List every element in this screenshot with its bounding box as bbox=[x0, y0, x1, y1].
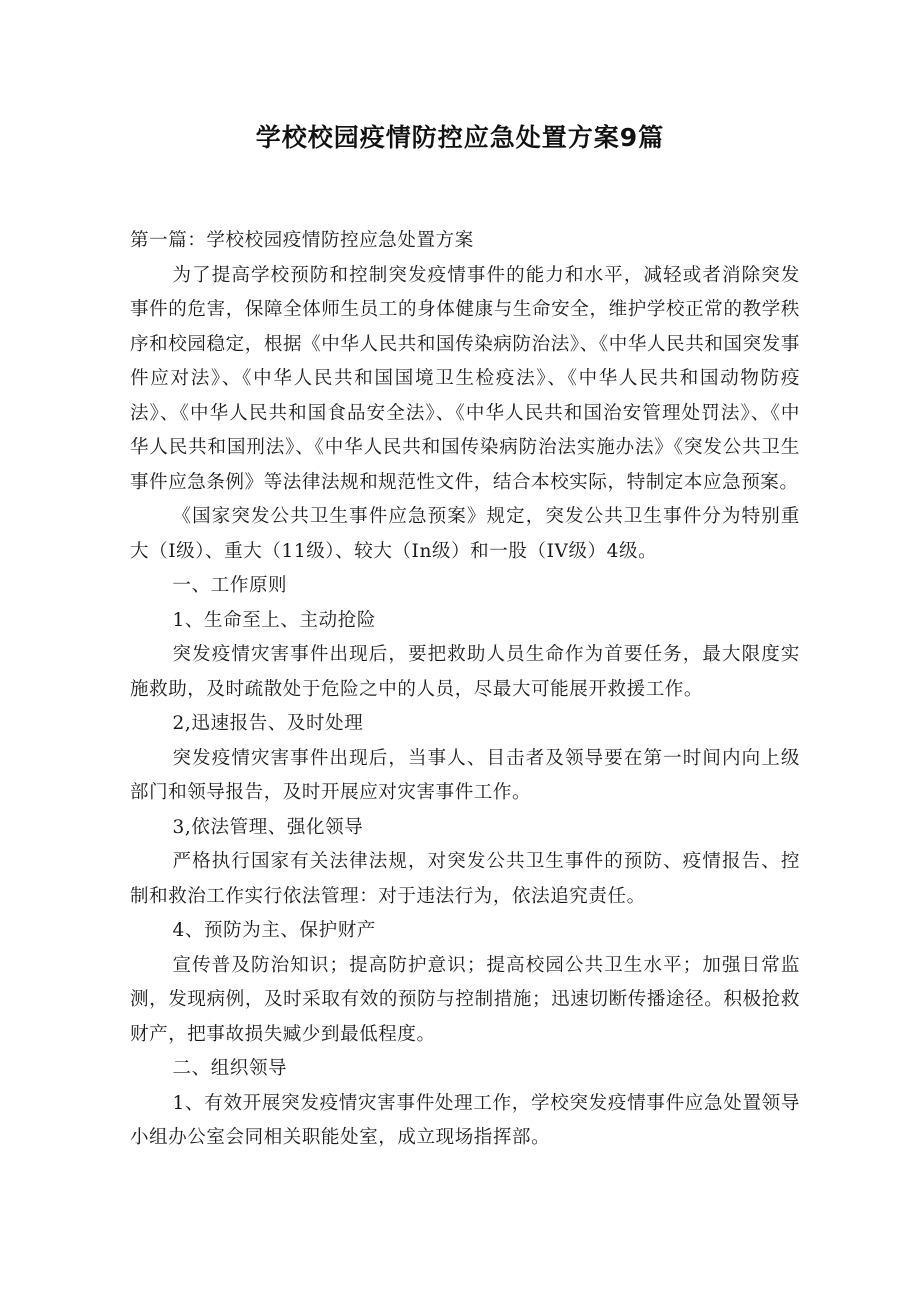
paragraph: 1、有效开展突发疫情灾害事件处理工作，学校突发疫情事件应急处置领导小组办公室会同相关职能处室，成立现场指挥部。 bbox=[130, 1092, 800, 1148]
subheading: 二、组织领导 bbox=[172, 1058, 288, 1079]
paragraph: 为了提高学校预防和控制突发疫情事件的能力和水平，减轻或者消除突发事件的危害，保障全体师生员工的身体健康与生命安全，维护学校正常的教学秩序和校园稳定，根据《中华人民共和国传染病防治法》、《中华人民共和国突发事件应对法》、《中华人民共和国国境卫生检疫法》、《中华人民共和国动物防疫法》、《中华人民共和国食品安全法》、《中华人民共和国治安管理处罚法》、《中华人民共和国刑法》、《中华人民共和国传染病防治法实施办法》《突发公共卫生事件应急条例》等法律法规和规范性文件，结合本校实际，特制定本应急预案。 bbox=[130, 264, 800, 493]
subheading: 1、生命至上、主动抢险 bbox=[172, 609, 376, 631]
document-title: 学校校园疫情防控应急处置方案9篇 bbox=[255, 123, 665, 152]
subheading: 3,依法管理、强化领导 bbox=[172, 816, 364, 838]
section-heading: 第一篇：学校校园疫情防控应急处置方案 bbox=[130, 230, 474, 251]
paragraph: 宣传普及防治知识；提高防护意识；提高校园公共卫生水平；加强日常监测，发现病例，及时采取有效的预防与控制措施；迅速切断传播途径。积极抢救财产，把事故损失臧少到最低程度。 bbox=[130, 954, 800, 1045]
subheading: 2,迅速报告、及时处理 bbox=[172, 713, 364, 734]
document-body bbox=[130, 224, 800, 1156]
paragraph: 突发疫情灾害事件出现后，当事人、目击者及领导要在第一时间内向上级部门和领导报告，及时开展应对灾害事件工作。 bbox=[130, 747, 800, 803]
subheading: 一、工作原则 bbox=[172, 575, 288, 596]
paragraph: 严格执行国家有关法律法规，对突发公共卫生事件的预防、疫情报告、控制和救治工作实行依法管理：对于违法行为，依法追究责任。 bbox=[130, 851, 800, 907]
paragraph: 突发疫情灾害事件出现后，要把救助人员生命作为首要任务，最大限度实施救助，及时疏散处于危险之中的人员，尽最大可能展开救援工作。 bbox=[130, 644, 800, 700]
subheading: 4、预防为主、保护财产 bbox=[172, 920, 376, 941]
paragraph: 《国家突发公共卫生事件应急预案》规定，突发公共卫生事件分为特别重大（I级）、重大（11级）、较大（In级）和一股（IV级）4级。 bbox=[130, 506, 800, 562]
